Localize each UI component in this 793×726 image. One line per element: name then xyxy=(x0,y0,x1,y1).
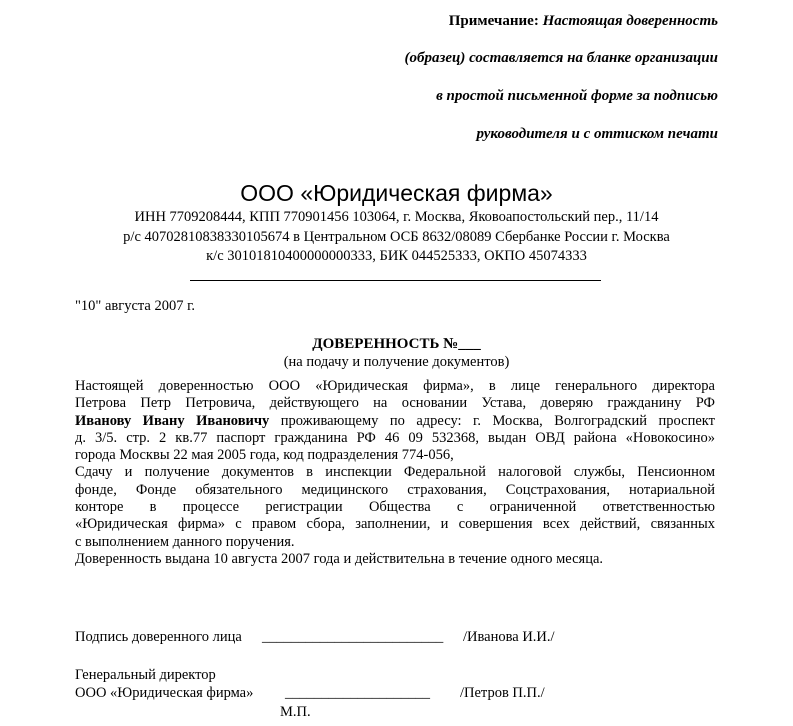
trustee-signature-name: /Иванова И.И./ xyxy=(463,629,555,645)
note-line-4: руководителя и с оттиском печати xyxy=(476,126,718,142)
body-line: фонде, Фонде обязательного медицинского страхования, Соцстрахования, нотариальной xyxy=(75,481,715,498)
body-line: Петрова Петр Петровича, действующего на основании Устава, доверяю гражданину РФ xyxy=(75,395,715,412)
trustee-signature-line: _________________________ xyxy=(262,629,444,645)
note-label: Примечание: xyxy=(448,13,539,29)
document-body xyxy=(75,378,715,568)
note-line-1 xyxy=(449,13,718,30)
body-line: «Юридическая фирма» с правом сбора, заполнении, и совершения всех действий, связанных xyxy=(75,516,715,533)
trustee-signature-label: Подпись доверенного лица xyxy=(75,629,242,645)
director-signature-name: /Петров П.П./ xyxy=(460,685,545,701)
organization-bik-line: к/с 30101810400000000333, БИК 044525333, ОКПО 45074333 xyxy=(206,248,587,264)
stamp-place: М.П. xyxy=(280,704,311,720)
body-line: с выполнением данного поручения. xyxy=(75,533,295,550)
document-title: ДОВЕРЕННОСТЬ №___ xyxy=(312,336,481,352)
body-line: конторе в процессе регистрации Общества с ограниченной ответственностью xyxy=(75,499,715,516)
director-signature-line: ____________________ xyxy=(285,685,430,701)
body-line: д. 3/5. стр. 2 кв.77 паспорт гражданина РФ 46 09 532368, выдан ОВД района «Новокосино» xyxy=(75,429,715,446)
body-line: города Москвы 22 мая 2005 года, код подразделения 774-056, xyxy=(75,447,454,464)
body-line-text: проживающему по адресу: г. Москва, Волгоградский проспект xyxy=(269,412,715,429)
organization-name: ООО «Юридическая фирма» xyxy=(240,180,553,206)
body-line: Настоящей доверенностью ООО «Юридическая фирма», в лице генерального директора xyxy=(75,378,715,394)
director-organization: ООО «Юридическая фирма» xyxy=(75,685,254,701)
director-title: Генеральный директор xyxy=(75,667,216,683)
body-line: Доверенность выдана 10 августа 2007 года и действительна в течение одного месяца. xyxy=(75,550,604,567)
trustee-name-bold: Иванову Ивану Ивановичу xyxy=(75,412,270,429)
document-subtitle: (на подачу и получение документов) xyxy=(283,354,510,370)
document-date: "10" августа 2007 г. xyxy=(75,298,196,314)
body-line xyxy=(75,413,715,430)
organization-inn-line: ИНН 7709208444, КПП 770901456 103064, г. Москва, Яковоапостольский пер., 11/14 xyxy=(134,209,659,225)
note-line-2: (образец) составляется на бланке организации xyxy=(404,50,718,66)
note-line-1-text: Настоящая доверенность xyxy=(542,13,718,29)
body-line: Сдачу и получение документов в инспекции Федеральной налоговой службы, Пенсионном xyxy=(75,464,715,481)
organization-account-line: р/с 40702810838330105674 в Центральном ОСБ 8632/08089 Сбербанке России г. Москва xyxy=(123,229,670,245)
note-line-3: в простой письменной форме за подписью xyxy=(436,88,718,104)
header-divider xyxy=(190,280,601,281)
